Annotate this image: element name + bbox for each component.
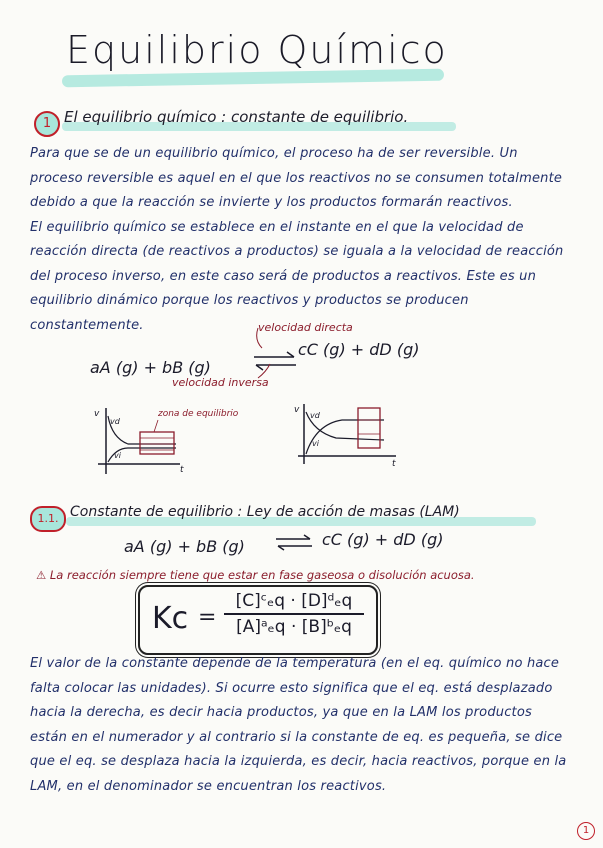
axis-x-label: t — [392, 459, 396, 469]
axis-y-label: v — [94, 409, 100, 419]
reaction-products-2: cC (g) + dD (g) — [322, 530, 444, 549]
kc-denominator: [A]ᵃₑq · [B]ᵇₑq — [236, 617, 352, 637]
subsection-number-badge: 1.1. — [30, 506, 66, 532]
paragraph: El valor de la constante depende de la temperatura (en el eq. químico no hace falta colocar las unidades). Si ocurre esto significa que el eq. está desplazado hacia la derecha, es decir hacia productos, ya que en la LAM los productos están en el numerador y al contrario si la constante de eq. es pequeña, se dice que el eq. se desplaza hacia la izquierda, es decir, hacia reactivos, porque en la LAM, en el denominador se encuentran los reactivos. — [30, 656, 567, 794]
equilibrium-zone-box — [140, 432, 174, 454]
axis-y-label: v — [294, 405, 300, 415]
page-number: 1 — [577, 822, 595, 840]
equilibrium-arrows-2 — [272, 531, 316, 555]
curve-label-direct: vd — [110, 417, 120, 426]
label-direct-velocity: velocidad directa — [258, 321, 353, 334]
section-number-badge: 1 — [34, 111, 60, 137]
kc-numerator: [C]ᶜₑq · [D]ᵈₑq — [224, 591, 364, 615]
equilibrium-zone-box — [358, 408, 380, 448]
label-inverse-velocity: velocidad inversa — [172, 376, 269, 389]
page-title: Equilibrio Químico — [66, 28, 448, 72]
curve-label-inverse: vi — [312, 439, 319, 448]
zone-label: zona de equilibrio — [158, 409, 239, 419]
intro-text — [30, 142, 570, 338]
curve-label-direct: vd — [310, 411, 320, 420]
kc-fraction — [224, 591, 364, 637]
kc-label: Kc — [152, 601, 189, 636]
inverse-curve — [306, 420, 384, 454]
curve-label-inverse: vi — [114, 451, 121, 460]
section-title: El equilibrio químico : constante de equilibrio. — [64, 108, 409, 126]
velocity-time-graph-1 — [88, 402, 248, 478]
equals-sign: = — [198, 605, 217, 630]
paragraph: Para que se de un equilibrio químico, el proceso ha de ser reversible. Un proceso reversible es aquel en el que los reactivos no se consumen totalmente debido a que la reacción se invierte y los productos formarán reactivos. — [30, 146, 563, 210]
axis-x-label: t — [180, 465, 184, 475]
velocity-time-graph-2 — [288, 398, 408, 478]
reaction-reactants: aA (g) + bB (g) — [90, 358, 211, 377]
subsection-title: Constante de equilibrio : Ley de acción de masas (LAM) — [70, 504, 460, 520]
reaction-products: cC (g) + dD (g) — [298, 340, 420, 359]
closing-text — [30, 652, 570, 799]
reaction-reactants-2: aA (g) + bB (g) — [124, 537, 245, 556]
paragraph: El equilibrio químico se establece en el instante en el que la velocidad de reacción directa (de reactivos a productos) se iguala a la velocidad de reacción del proceso inverso, en este caso será de productos a reactivos. Este es un equilibrio dinámico porque los reactivos y productos se producen constantemente. — [30, 219, 564, 333]
equilibrium-constant-formula — [138, 585, 378, 655]
phase-warning-note: ⚠ La reacción siempre tiene que estar en fase gaseosa o disolución acuosa. — [36, 568, 475, 582]
arrow-lines — [240, 320, 300, 380]
